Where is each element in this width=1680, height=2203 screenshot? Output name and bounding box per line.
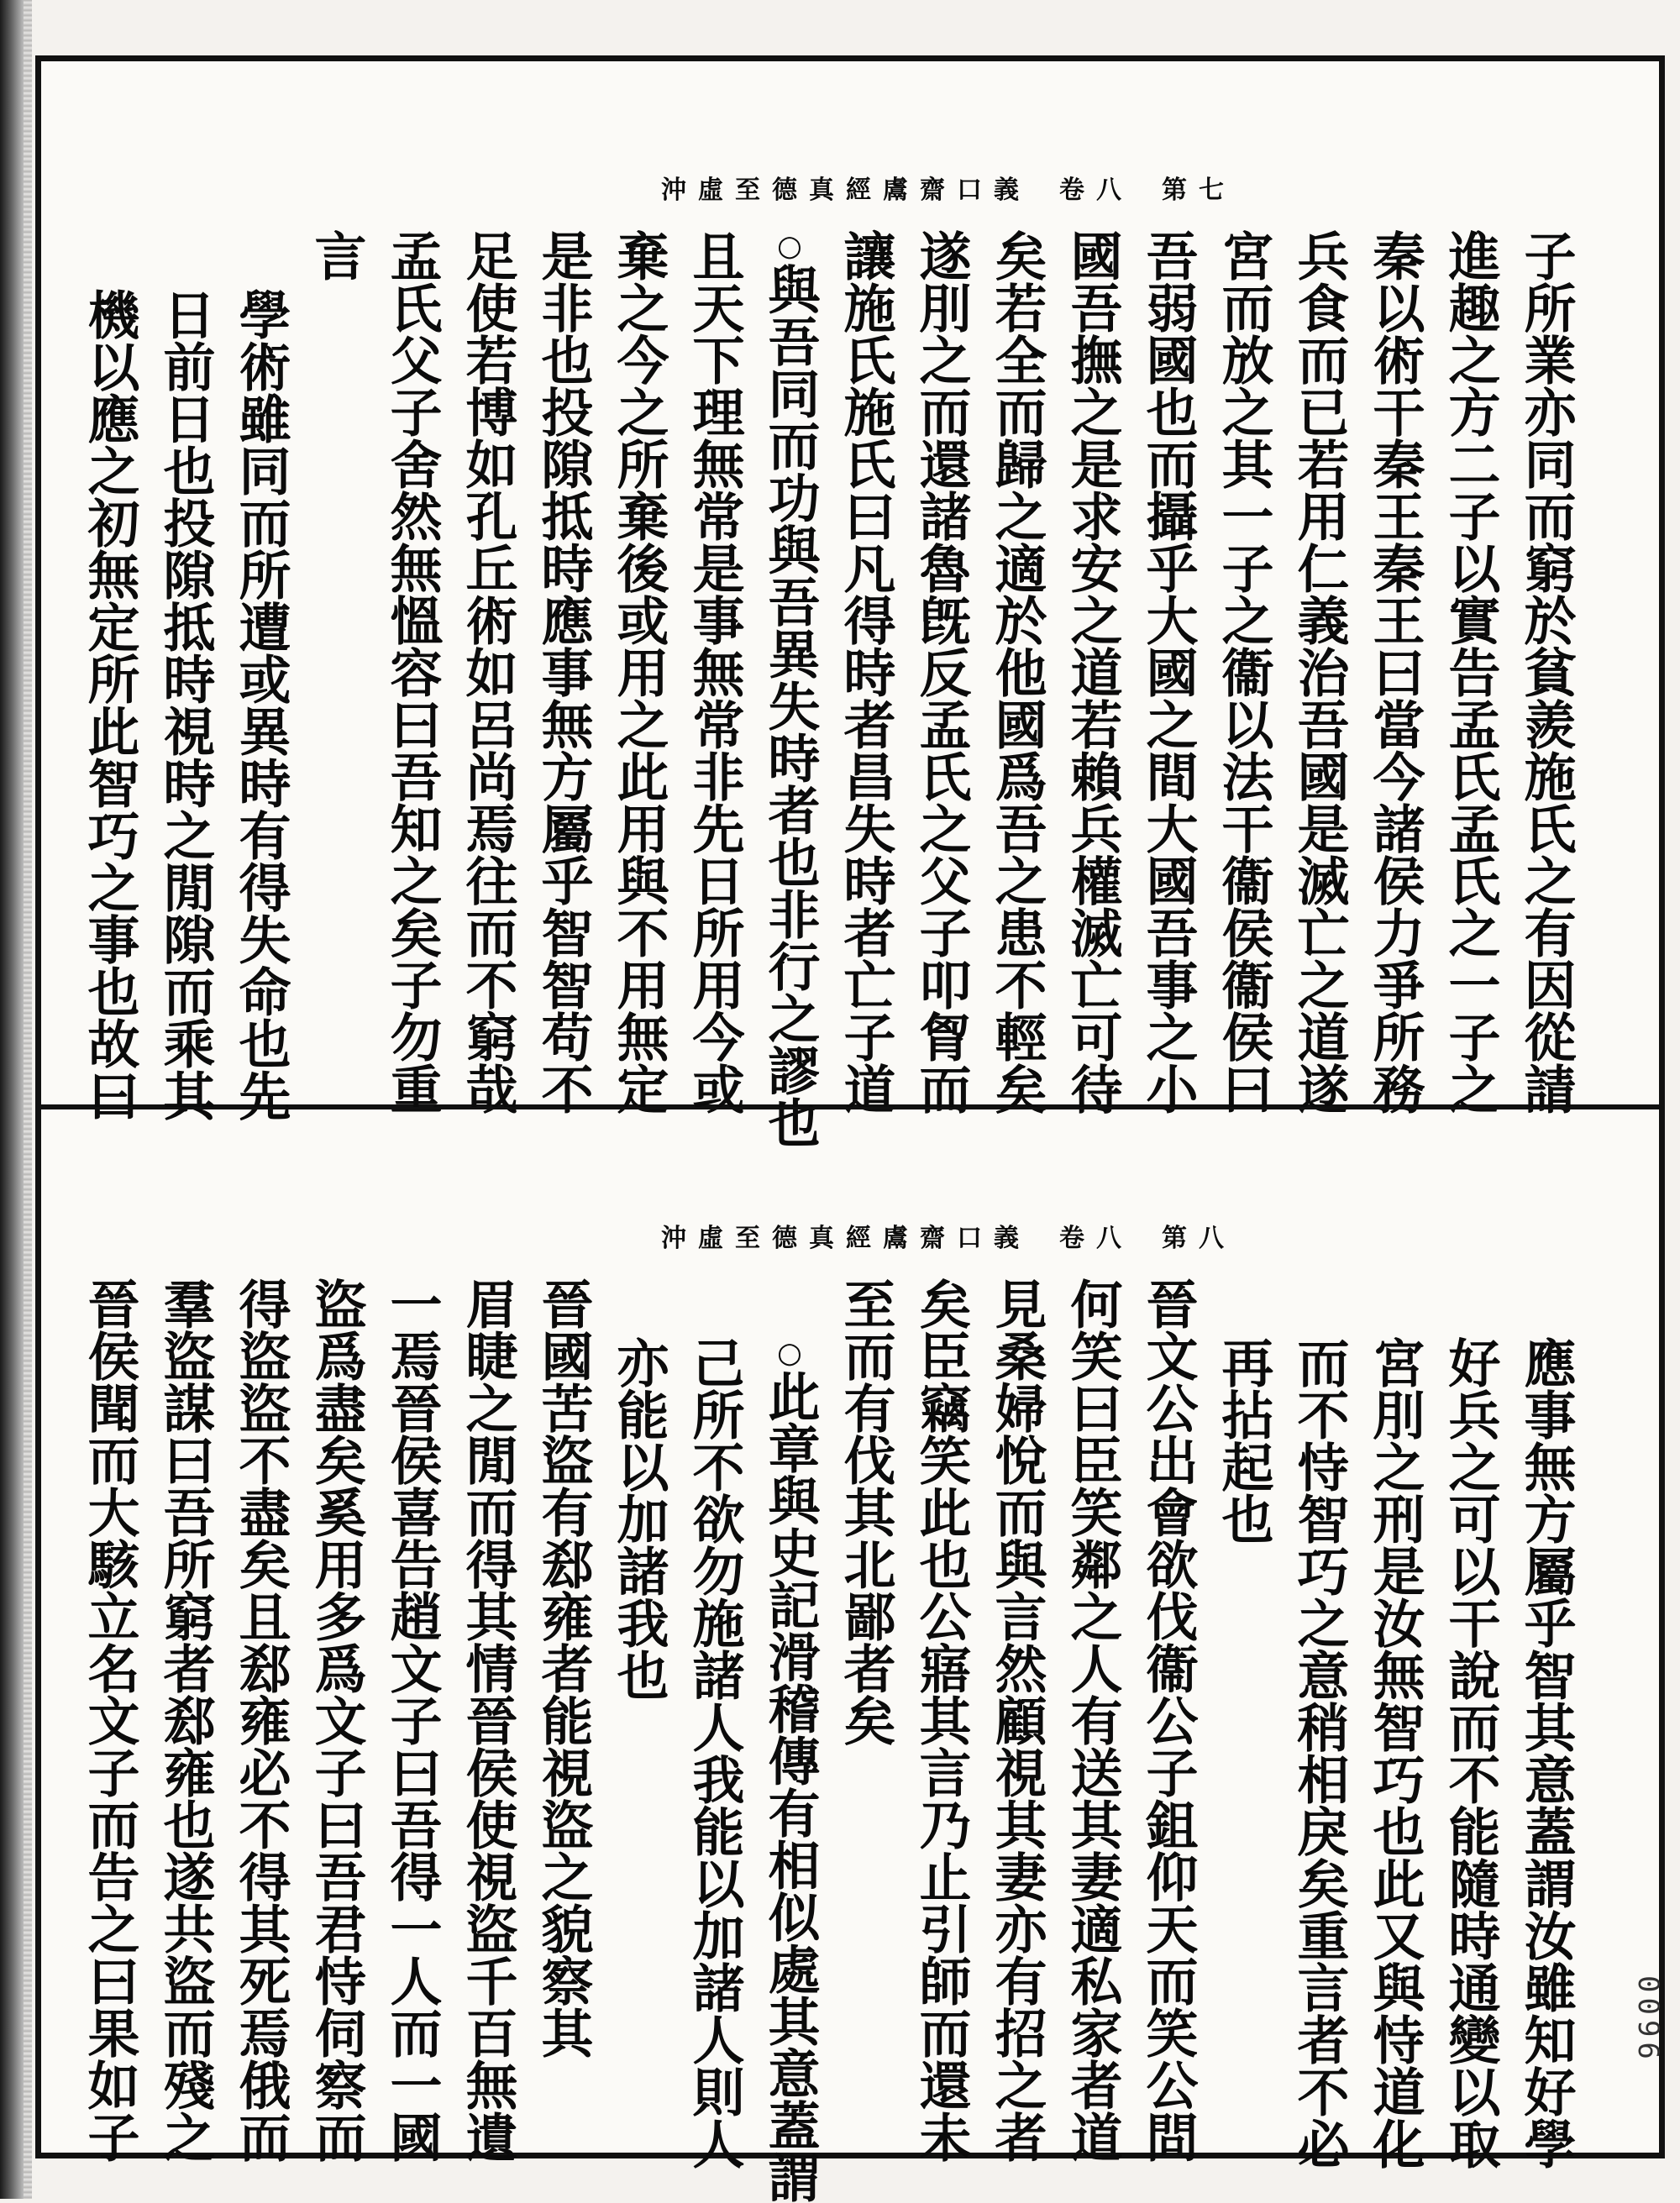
- column-text: 且天下理無常是事無常非先日所用今或: [684, 229, 745, 1115]
- text-column: [71, 229, 147, 1121]
- text-column: [525, 1277, 601, 2084]
- column-text: 言: [306, 229, 367, 281]
- text-column: [1508, 229, 1583, 1115]
- text-column: [1130, 1277, 1205, 2163]
- column-text: 秦以術干秦王秦王曰當今諸侯力爭所務: [1364, 229, 1425, 1115]
- text-column: [979, 229, 1054, 1115]
- text-column: [71, 1277, 147, 2163]
- text-column: [525, 229, 601, 1115]
- text-column: [676, 229, 752, 1115]
- column-text: 至而有伐其北鄙者矣: [835, 1277, 896, 1746]
- text-column: [374, 229, 449, 1115]
- text-column: [298, 229, 374, 1036]
- column-text: 足使若博如孔丘術如呂尚焉往而不窮哉: [457, 229, 518, 1115]
- column-text: 己所不欲勿施諸人我能以加諸人則人: [684, 1336, 745, 2169]
- text-columns-bottom: [71, 1277, 1583, 2203]
- column-text: 應事無方屬乎智其意蓋謂汝雖知好學: [1515, 1336, 1577, 2169]
- column-text: 進趣之方二子以實告孟氏孟氏之一子之: [1440, 229, 1501, 1115]
- column-text: 眉睫之閒而得其情晉侯使視盜千百無遺: [457, 1277, 518, 2163]
- text-column: [1281, 1277, 1357, 2169]
- column-text: 何笑曰臣笑鄰之人有送其妻適私家者道: [1062, 1277, 1123, 2163]
- top-panel: [39, 59, 1662, 1148]
- text-column: [601, 1277, 676, 2084]
- text-column: [1432, 229, 1508, 1115]
- text-column: [223, 229, 298, 1121]
- text-column: [1205, 1277, 1281, 2084]
- column-text: 國吾撫之是求安之道若賴兵權滅亡可待: [1062, 229, 1123, 1115]
- column-text: 宮而放之其一子之衞以法干衞侯衞侯曰: [1213, 229, 1274, 1115]
- column-text: 是非也投隙抵時應事無方屬乎智智苟不: [533, 229, 594, 1115]
- text-column: [1054, 1277, 1130, 2163]
- column-text: 晉國苦盜有郄雍者能視盜之貌察其: [533, 1277, 594, 2059]
- column-text: 子所業亦同而窮於貧羨施氏之有因從請: [1515, 229, 1577, 1115]
- text-columns-top: [71, 229, 1583, 1148]
- text-column: [979, 1277, 1054, 2163]
- text-column: [752, 229, 827, 1148]
- column-text: 遂刖之而還諸魯旣反孟氏之父子叩胷而: [911, 229, 972, 1115]
- scan-edge-left: [0, 0, 24, 2199]
- circle-mark-icon: ○: [773, 1336, 806, 1370]
- column-text: 見桑婦悅而與言然顧視其妻亦有招之者: [986, 1277, 1047, 2163]
- text-column: [903, 1277, 979, 2163]
- volume-label: 卷八: [1059, 1224, 1133, 1253]
- text-column: [1281, 229, 1357, 1115]
- bottom-panel: [39, 1107, 1662, 2203]
- column-text: 矣臣竊笑此也公寤其言乃止引師而還未: [911, 1277, 972, 2163]
- column-text: 孟氏父子舍然無慍容曰吾知之矣子勿重: [381, 229, 443, 1115]
- text-column: [1508, 1277, 1583, 2169]
- column-text: 亦能以加諸我也: [608, 1336, 669, 1701]
- text-column: [1432, 1277, 1508, 2169]
- column-text: 此章與史記滑稽傳有相似處其意蓋謂: [759, 1370, 821, 2203]
- running-head-top: [661, 169, 1264, 206]
- circle-mark-icon: ○: [773, 229, 806, 263]
- text-column: [827, 1277, 903, 2084]
- leaf-label: 第八: [1162, 1224, 1236, 1253]
- scan-edge-strip: [24, 0, 32, 2199]
- column-text: 與吾同而功與吾異失時者也非行之謬也: [759, 263, 821, 1148]
- text-column: [1357, 229, 1432, 1115]
- text-column: [676, 1277, 752, 2169]
- column-text: 宮刖之刑是汝無智巧也此又與恃道化: [1364, 1336, 1425, 2169]
- text-column: [1130, 229, 1205, 1115]
- text-column: [903, 229, 979, 1115]
- column-text: 好兵之可以干說而不能隨時通變以取: [1440, 1336, 1501, 2169]
- text-column: [298, 1277, 374, 2163]
- text-column: [601, 229, 676, 1115]
- text-column: [147, 1277, 223, 2163]
- column-text: 兵食而已若用仁義治吾國是滅亡之道遂: [1289, 229, 1350, 1115]
- page-number: 0096: [1631, 1975, 1665, 2064]
- text-column: [374, 1277, 449, 2163]
- column-text: 盜爲盡矣奚用多爲文子曰吾君恃伺察而: [306, 1277, 367, 2163]
- text-column: [1357, 1277, 1432, 2169]
- column-text: 羣盜謀曰吾所窮者郄雍也遂共盜而殘之: [155, 1277, 216, 2163]
- text-column: [147, 229, 223, 1121]
- column-text: 而不恃智巧之意稍相戾矣重言者不必: [1289, 1336, 1350, 2169]
- column-text: 一焉晉侯喜告趙文子曰吾得一人而一國: [381, 1277, 443, 2163]
- column-text: 矣若全而歸之適於他國爲吾之患不輕矣: [986, 229, 1047, 1115]
- text-column: [449, 1277, 525, 2163]
- column-text: 日前日也投隙抵時視時之閒隙而乘其: [155, 288, 216, 1121]
- text-column: [1205, 229, 1281, 1115]
- leaf-label: 第七: [1162, 176, 1236, 205]
- text-column: [223, 1277, 298, 2163]
- column-text: 再拈起也: [1213, 1336, 1274, 1545]
- column-text: 機以應之初無定所此智巧之事也故曰: [79, 288, 140, 1121]
- page-frame: [35, 55, 1665, 2203]
- running-head-bottom: [661, 1217, 1264, 1254]
- column-text: 棄之今之所棄後或用之此用與不用無定: [608, 229, 669, 1115]
- column-text: 晉文公出會欲伐衞公子鉏仰天而笑公問: [1137, 1277, 1199, 2163]
- column-text: 讓施氏施氏曰凡得時者昌失時者亡子道: [835, 229, 896, 1115]
- volume-label: 卷八: [1059, 176, 1133, 205]
- text-column: [752, 1277, 827, 2203]
- column-text: 晉侯聞而大駭立名文子而告之曰果如子: [79, 1277, 140, 2163]
- text-column: [827, 229, 903, 1115]
- book-title: 沖虛至德真經鬳齋口義: [661, 1224, 1031, 1253]
- text-column: [449, 229, 525, 1115]
- book-title: 沖虛至德真經鬳齋口義: [661, 176, 1031, 205]
- column-text: 得盜盜不盡矣且郄雍必不得其死焉俄而: [230, 1277, 291, 2163]
- column-text: 學術雖同而所遭或異時有得失命也先: [230, 288, 291, 1121]
- column-text: 吾弱國也而攝乎大國之間大國吾事之小: [1137, 229, 1199, 1115]
- text-column: [1054, 229, 1130, 1115]
